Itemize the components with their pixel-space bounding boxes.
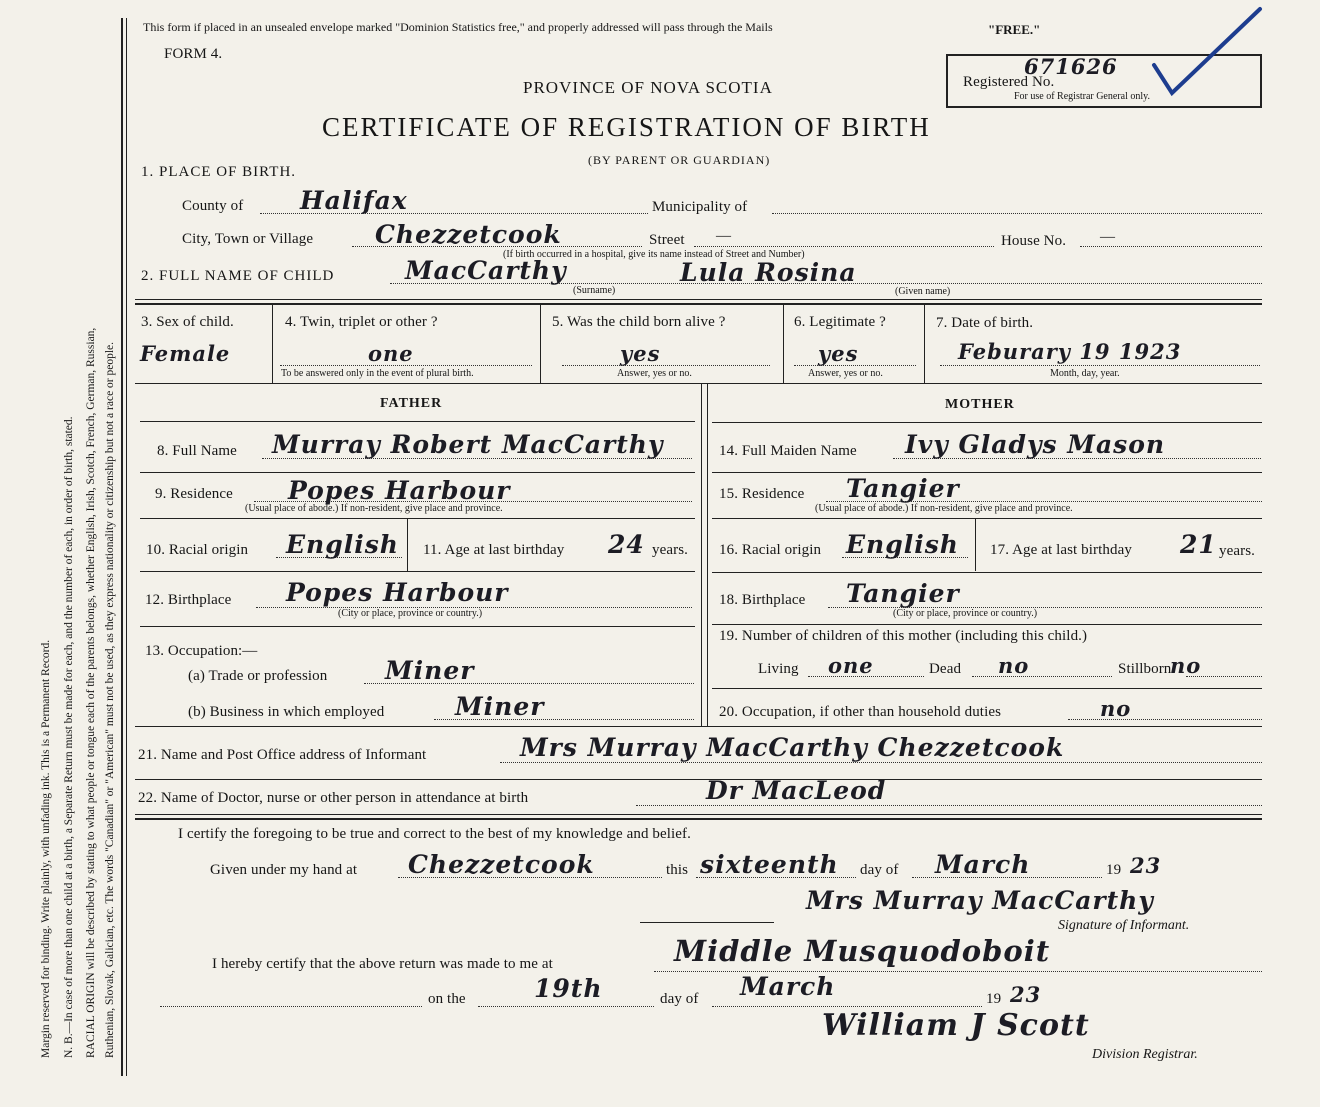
mother-name-value: Ivy Gladys Mason bbox=[905, 430, 1166, 459]
this-label: this bbox=[666, 862, 689, 878]
mother-heading: MOTHER bbox=[945, 397, 1015, 412]
mother-age-label: 17. Age at last birthday bbox=[990, 542, 1132, 558]
margin-racial-note-2: Ruthenian, Slovak, Galician, etc. The words "Canadian" or "American" must not be used, as they express nationality or citizenship but not a race or people. bbox=[104, 341, 116, 1058]
margin-racial-note-1: RACIAL ORIGIN will be described by stating to what people or tongue each of the parents belongs, whether English, Irish, Scotch, French, German, Russian, bbox=[85, 327, 97, 1058]
registered-label: Registered No. bbox=[963, 74, 1055, 90]
registrar-month-line bbox=[712, 1006, 982, 1007]
doctor-line bbox=[636, 805, 1262, 806]
parent-divider-a bbox=[701, 384, 702, 726]
doctor-label: 22. Name of Doctor, nurse or other person in attendance at birth bbox=[138, 790, 529, 806]
municipality-label: Municipality of bbox=[652, 199, 748, 215]
mother-occupation-line bbox=[1068, 719, 1262, 720]
dob-note: Month, day, year. bbox=[1050, 368, 1120, 379]
rule-father-9 bbox=[140, 518, 695, 519]
father-birthplace-value: Popes Harbour bbox=[286, 578, 509, 607]
envelope-note: This form if placed in an unsealed envelope marked "Dominion Statistics free," and properly addressed will pass through the Mails bbox=[143, 20, 773, 34]
rule-doctor-bottom bbox=[135, 818, 1262, 820]
mother-residence-value: Tangier bbox=[846, 474, 960, 503]
doctor-value: Dr MacLeod bbox=[706, 776, 887, 805]
father-residence-note: (Usual place of abode.) If non-resident, give place and province. bbox=[245, 503, 503, 514]
rule-double-bottom bbox=[135, 303, 1262, 305]
dead-value: no bbox=[998, 653, 1030, 678]
rule-mother-16 bbox=[712, 572, 1262, 573]
city-label: City, Town or Village bbox=[182, 231, 314, 247]
twin-value: one bbox=[368, 341, 414, 366]
certify-statement: I certify the foregoing to be true and correct to the best of my knowledge and belief. bbox=[178, 826, 691, 842]
province-heading: PROVINCE OF NOVA SCOTIA bbox=[523, 78, 773, 97]
living-label: Living bbox=[758, 661, 799, 677]
dead-line bbox=[972, 676, 1112, 677]
rule-informant bbox=[135, 779, 1262, 780]
margin-nb-note: N. B.—In case of more than one child at a birth, a Separate Return must be made for each, and the number of each, in order of birth, stated. bbox=[63, 416, 75, 1058]
registrar-note: For use of Registrar General only. bbox=[1014, 91, 1150, 102]
place-heading: 1. PLACE OF BIRTH. bbox=[141, 164, 297, 180]
dead-label: Dead bbox=[929, 661, 962, 677]
father-residence-label: 9. Residence bbox=[155, 486, 233, 502]
rule-parents-bottom bbox=[135, 726, 1262, 727]
divider-5-6 bbox=[783, 305, 784, 383]
county-label: County of bbox=[182, 198, 244, 214]
legit-value: yes bbox=[818, 341, 859, 366]
rule-father-8 bbox=[140, 472, 695, 473]
sex-label: 3. Sex of child. bbox=[141, 314, 234, 330]
dob-value: Feburary 19 1923 bbox=[958, 339, 1182, 364]
parent-divider-b bbox=[707, 384, 708, 726]
alive-note: Answer, yes or no. bbox=[617, 368, 692, 379]
registrar-certify-label: I hereby certify that the above return was made to me at bbox=[212, 956, 553, 972]
given-year-prefix: 19 bbox=[1106, 862, 1122, 878]
registrar-signature: William J Scott bbox=[822, 1008, 1090, 1043]
alive-label: 5. Was the child born alive ? bbox=[552, 314, 726, 330]
alive-value: yes bbox=[620, 341, 661, 366]
rule-mother-19 bbox=[712, 688, 1262, 689]
free-label: "FREE." bbox=[988, 22, 1041, 37]
registrar-place-value: Middle Musquodoboit bbox=[674, 934, 1051, 968]
child-surname: MacCarthy bbox=[405, 256, 567, 285]
rule-mother-14 bbox=[712, 472, 1262, 473]
father-business-value: Miner bbox=[455, 692, 545, 721]
father-years-label: years. bbox=[652, 542, 688, 558]
city-value: Chezzetcook bbox=[375, 220, 562, 249]
registrar-month-value: March bbox=[740, 972, 836, 1001]
registrar-year-value: 23 bbox=[1010, 982, 1042, 1007]
street-label: Street bbox=[649, 232, 685, 248]
sex-value: Female bbox=[140, 341, 231, 366]
registrar-signature-label: Division Registrar. bbox=[1092, 1047, 1198, 1062]
hospital-note: (If birth occurred in a hospital, give its name instead of Street and Number) bbox=[503, 249, 805, 260]
mother-racial-divider bbox=[975, 519, 976, 571]
alive-line bbox=[562, 365, 770, 366]
form-number: FORM 4. bbox=[164, 46, 223, 62]
rule-doctor-top bbox=[135, 814, 1262, 815]
registered-value: 671626 bbox=[1024, 54, 1118, 79]
rule-father-10 bbox=[140, 571, 695, 572]
dob-label: 7. Date of birth. bbox=[936, 315, 1034, 331]
father-heading: FATHER bbox=[380, 396, 443, 411]
mother-occupation-label: 20. Occupation, if other than household duties bbox=[719, 704, 1002, 720]
house-value: — bbox=[1100, 229, 1116, 245]
certificate-title: CERTIFICATE OF REGISTRATION OF BIRTH bbox=[322, 112, 931, 142]
legit-label: 6. Legitimate ? bbox=[794, 314, 886, 330]
mother-age-value: 21 bbox=[1180, 530, 1217, 559]
father-racial-label: 10. Racial origin bbox=[146, 542, 249, 558]
checkmark-icon bbox=[1150, 5, 1270, 105]
living-value: one bbox=[828, 653, 874, 678]
child-given-name: Lula Rosina bbox=[680, 258, 857, 287]
mother-birthplace-label: 18. Birthplace bbox=[719, 592, 806, 608]
signature-label: Signature of Informant. bbox=[1058, 918, 1190, 933]
given-under-label: Given under my hand at bbox=[210, 862, 358, 878]
informant-line bbox=[500, 762, 1262, 763]
rule-double-top bbox=[135, 299, 1262, 300]
stillborn-label: Stillborn bbox=[1118, 661, 1172, 677]
father-name-value: Murray Robert MacCarthy bbox=[272, 430, 664, 459]
given-name-note: (Given name) bbox=[895, 286, 951, 297]
given-year-value: 23 bbox=[1130, 853, 1162, 878]
father-occupation-label: 13. Occupation:— bbox=[145, 643, 258, 659]
municipality-line bbox=[772, 213, 1262, 214]
informant-label: 21. Name and Post Office address of Informant bbox=[138, 747, 427, 763]
father-birthplace-label: 12. Birthplace bbox=[145, 592, 232, 608]
mother-birthplace-note: (City or place, province or country.) bbox=[893, 608, 1038, 619]
rule-father-heading bbox=[140, 421, 695, 422]
father-birthplace-note: (City or place, province or country.) bbox=[338, 608, 483, 619]
margin-binding-note: Margin reserved for binding. Write plainly, with unfading ink. This is a Permanent Record. bbox=[40, 639, 52, 1058]
mother-name-label: 14. Full Maiden Name bbox=[719, 443, 857, 459]
registrar-year-prefix: 19 bbox=[986, 991, 1002, 1007]
child-name-label: 2. FULL NAME OF CHILD bbox=[141, 268, 335, 284]
stillborn-value: no bbox=[1170, 653, 1202, 678]
divider-6-7 bbox=[924, 305, 925, 383]
county-value: Halifax bbox=[300, 186, 408, 215]
street-value: — bbox=[716, 228, 732, 244]
rule-mother-heading bbox=[712, 422, 1262, 423]
father-racial-value: English bbox=[286, 530, 399, 559]
twin-note: To be answered only in the event of plural birth. bbox=[281, 368, 474, 379]
mother-racial-label: 16. Racial origin bbox=[719, 542, 822, 558]
surname-note: (Surname) bbox=[573, 285, 616, 296]
registrar-day-of-label: day of bbox=[660, 991, 699, 1007]
mother-racial-value: English bbox=[846, 530, 959, 559]
given-day-of-label: day of bbox=[860, 862, 899, 878]
registrar-left-line bbox=[160, 1006, 422, 1007]
mother-years-label: years. bbox=[1219, 543, 1255, 559]
registrar-day-line bbox=[478, 1006, 654, 1007]
divider-3-4 bbox=[272, 305, 273, 383]
left-border-rule-inner bbox=[126, 18, 127, 1076]
divider-4-5 bbox=[540, 305, 541, 383]
father-age-label: 11. Age at last birthday bbox=[423, 542, 565, 558]
given-place-value: Chezzetcook bbox=[408, 850, 595, 879]
dob-line bbox=[940, 365, 1260, 366]
rule-mother-18 bbox=[712, 624, 1262, 625]
on-the-label: on the bbox=[428, 991, 466, 1007]
father-residence-value: Popes Harbour bbox=[288, 476, 511, 505]
informant-signature-stub bbox=[640, 922, 774, 923]
twin-label: 4. Twin, triplet or other ? bbox=[285, 314, 438, 330]
legit-note: Answer, yes or no. bbox=[808, 368, 883, 379]
mother-residence-note: (Usual place of abode.) If non-resident, give place and province. bbox=[815, 503, 1073, 514]
father-trade-value: Miner bbox=[385, 656, 475, 685]
given-day-value: sixteenth bbox=[700, 850, 839, 879]
left-border-rule bbox=[121, 18, 123, 1076]
rule-mother-15 bbox=[712, 518, 1262, 519]
certificate-subtitle: (BY PARENT OR GUARDIAN) bbox=[588, 153, 771, 167]
mother-birthplace-value: Tangier bbox=[846, 579, 960, 608]
informant-signature: Mrs Murray MacCarthy bbox=[806, 886, 1154, 915]
father-age-value: 24 bbox=[608, 530, 645, 559]
father-business-label: (b) Business in which employed bbox=[188, 704, 385, 720]
father-trade-label: (a) Trade or profession bbox=[188, 668, 328, 684]
rule-father-12 bbox=[140, 626, 695, 627]
informant-value: Mrs Murray MacCarthy Chezzetcook bbox=[520, 733, 1065, 762]
mother-occupation-value: no bbox=[1100, 696, 1132, 721]
father-name-label: 8. Full Name bbox=[157, 443, 237, 459]
rule-row-3 bbox=[135, 383, 1262, 384]
mother-children-label: 19. Number of children of this mother (including this child.) bbox=[719, 628, 1088, 644]
given-month-value: March bbox=[935, 850, 1031, 879]
mother-residence-label: 15. Residence bbox=[719, 486, 805, 502]
father-racial-divider bbox=[407, 519, 408, 571]
street-line bbox=[694, 246, 994, 247]
house-line bbox=[1080, 246, 1262, 247]
registrar-day-value: 19th bbox=[534, 974, 603, 1003]
house-label: House No. bbox=[1001, 233, 1067, 249]
